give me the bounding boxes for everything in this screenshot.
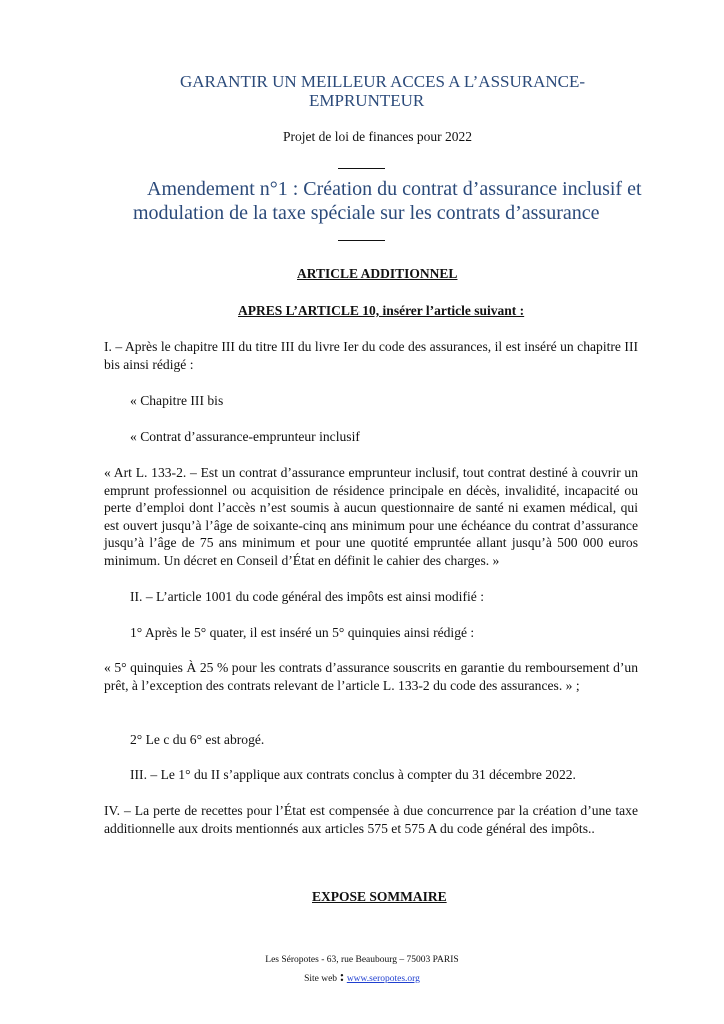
paragraph-ii: II. – L’article 1001 du code général des impôts est ainsi modifié : <box>130 589 484 604</box>
heading-apres-article: APRES L’ARTICLE 10, insérer l’article suivant : <box>238 303 525 318</box>
paragraph-art-l133-2: « Art L. 133-2. – Est un contrat d’assurance emprunteur inclusif, tout contrat destiné à couvrir un emprunt professionnel ou acquisition de résidence principale en décès, invalidité, incapacité ou perte d’emploi dont l’accès n’est soumis à aucun questionnaire de santé ni examen médical, qui est ouvert jusqu’à l’âge de soixante-cinq ans minimum pour une échéance du contrat d’assurance jusqu’à l’âge de 75 ans minimum et pour une quotité empruntée allant jusqu’à 500 000 euros minimum. Un décret en Conseil d’État en définit le cahier des charges. » <box>104 465 638 568</box>
heading-expose-sommaire: EXPOSE SOMMAIRE <box>312 889 447 904</box>
amendment-title-line2: modulation de la taxe spéciale sur les contrats d’assurance <box>133 202 600 224</box>
document-title-line1: GARANTIR UN MEILLEUR ACCES A L’ASSURANCE- <box>180 72 586 91</box>
divider-top <box>338 168 385 169</box>
paragraph-1: I. – Après le chapitre III du titre III du livre Ier du code des assurances, il est inséré un chapitre III bis ainsi rédigé : <box>104 339 638 372</box>
footer-colon: : <box>339 969 345 985</box>
paragraph-contrat: « Contrat d’assurance-emprunteur inclusif <box>130 429 360 444</box>
paragraph-ii-1: 1° Après le 5° quater, il est inséré un 5° quinquies ainsi rédigé : <box>130 625 475 640</box>
footer-site-label: Site web <box>304 974 338 984</box>
footer-site-link[interactable]: www.seropotes.org <box>346 974 420 984</box>
paragraph-chapitre: « Chapitre III bis <box>130 393 224 408</box>
paragraph-iii: III. – Le 1° du II s’applique aux contrats conclus à compter du 31 décembre 2022. <box>130 767 576 782</box>
amendment-title-line1: Amendement n°1 : Création du contrat d’assurance inclusif et <box>147 178 642 200</box>
paragraph-ii-2: 2° Le c du 6° est abrogé. <box>130 732 265 747</box>
document-title-line2: EMPRUNTEUR <box>309 91 425 110</box>
document-subtitle: Projet de loi de finances pour 2022 <box>283 129 472 144</box>
divider-bottom <box>338 240 385 241</box>
paragraph-5-quinquies: « 5° quinquies À 25 % pour les contrats d’assurance souscrits en garantie du remboursement d’un prêt, à l’exception des contrats relevant de l’article L. 133-2 du code des assurances. » ; <box>104 660 638 693</box>
paragraph-iv: IV. – La perte de recettes pour l’État est compensée à due concurrence par la création d’une taxe additionnelle aux droits mentionnés aux articles 575 et 575 A du code général des impôts.. <box>104 803 638 836</box>
footer-address: Les Séropotes - 63, rue Beaubourg – 75003 PARIS <box>265 955 459 965</box>
heading-article-additionnel: ARTICLE ADDITIONNEL <box>297 266 458 281</box>
footer-website <box>0 969 724 986</box>
